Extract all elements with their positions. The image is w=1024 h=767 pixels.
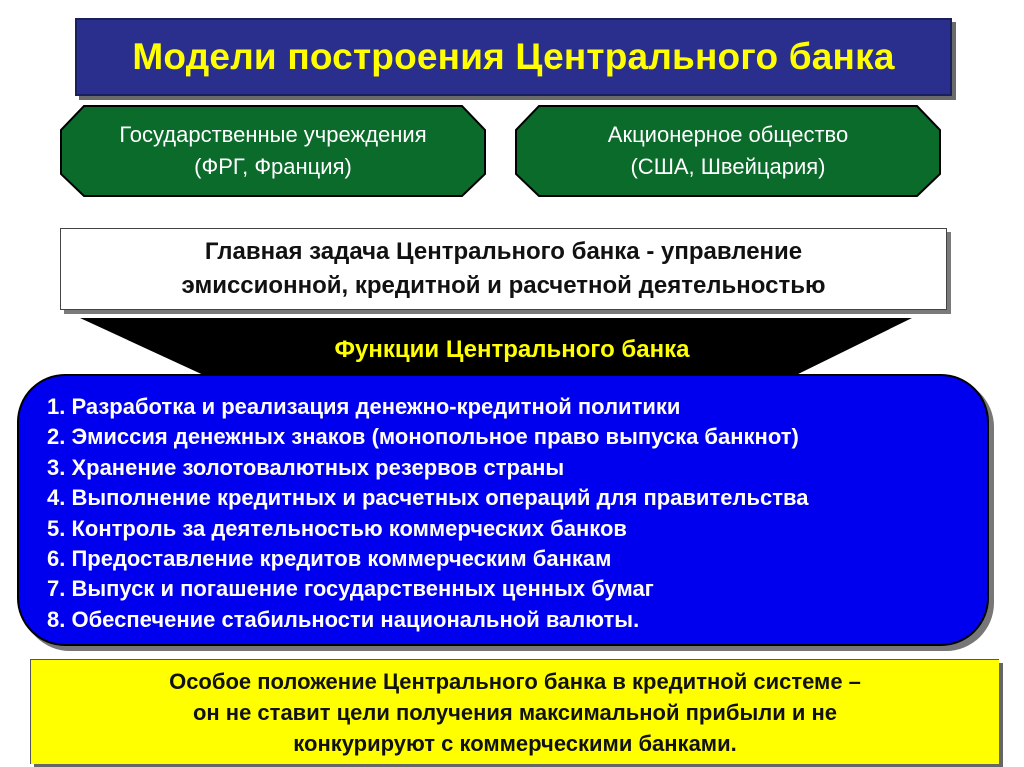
model-label: Акционерное общество (США, Швейцария) [607, 122, 849, 179]
function-item: 3. Хранение золотовалютных резервов страны [47, 454, 565, 480]
functions-list [47, 392, 808, 635]
function-item: 2. Эмиссия денежных знаков (монопольное право выпуска банкнот) [47, 424, 799, 450]
function-item: 6. Предоставление кредитов коммерческим банкам [47, 546, 612, 572]
function-item: 8. Обеспечение стабильности национальной валюты. [47, 606, 640, 632]
function-item: 4. Выполнение кредитных и расчетных операций для правительства [47, 485, 809, 511]
main-task-text: Главная задача Центрального банка - управление эмиссионной, кредитной и расчетной деятельностью [181, 238, 826, 299]
special-position-text: Особое положение Центрального банка в кредитной системе – он не ставит цели получения максимальной прибыли и не конкурируют с коммерческими банками. [169, 668, 861, 756]
page-title: Модели построения Центрального банка [132, 36, 895, 77]
functions-title: Функции Центрального банка [334, 336, 690, 363]
function-item: 7. Выпуск и погашение государственных ценных бумаг [47, 576, 654, 602]
special-position-box [30, 659, 999, 764]
functions-box [17, 374, 989, 646]
model-label: Государственные учреждения (ФРГ, Франция) [119, 122, 427, 179]
function-item: 5. Контроль за деятельностью коммерческих банков [47, 515, 627, 541]
function-item: 1. Разработка и реализация денежно-кредитной политики [47, 394, 681, 419]
